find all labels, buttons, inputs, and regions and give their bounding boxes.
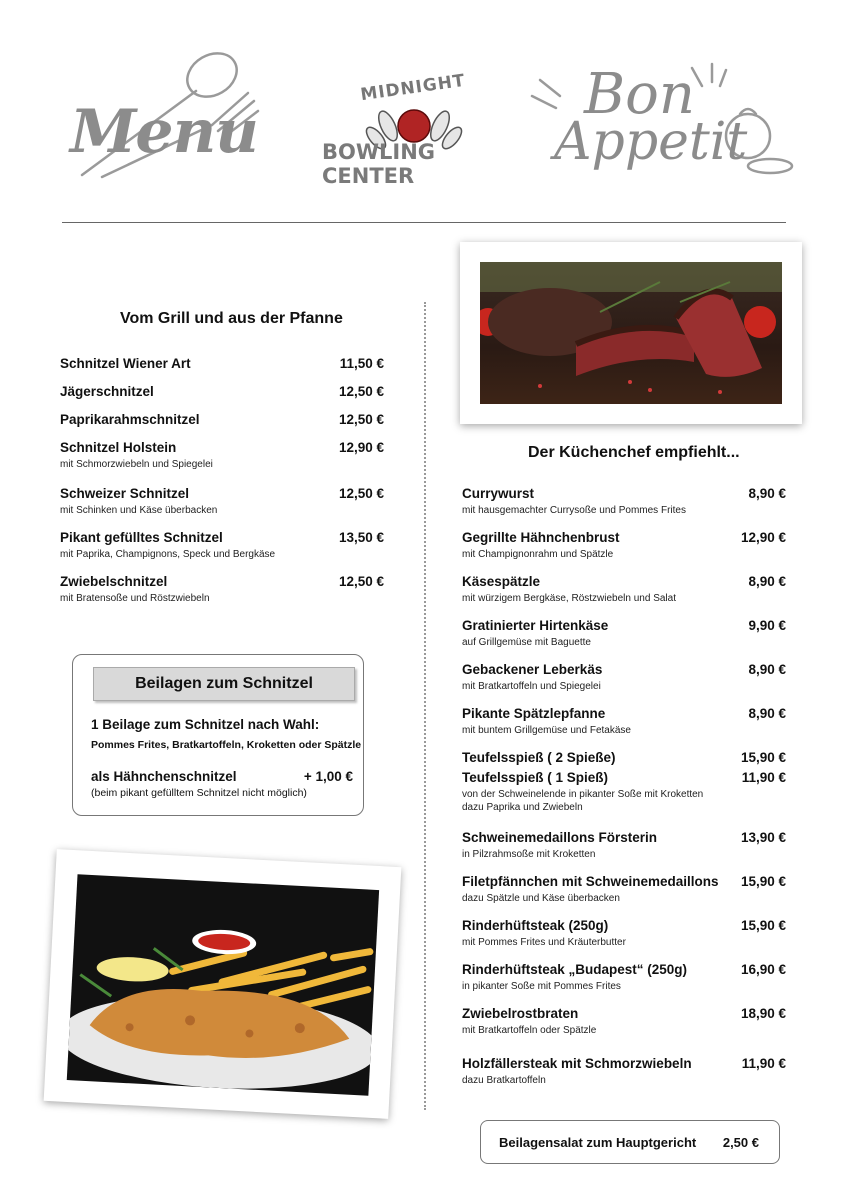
side-salad-box [480, 1120, 780, 1164]
item-description: mit würzigem Bergkäse, Röstzwiebeln und Salat [462, 593, 676, 604]
item-name: Paprikarahmschnitzel [60, 412, 200, 427]
right-menu-item [462, 486, 786, 517]
item-price: 8,90 € [748, 706, 786, 721]
right-menu-item [462, 662, 786, 693]
item-price: 12,50 € [338, 486, 384, 501]
right-menu-item [462, 1056, 786, 1087]
right-menu-item [462, 962, 786, 993]
item-name: Pikant gefülltes Schnitzel [60, 530, 223, 545]
bowling-center-logo [318, 70, 508, 188]
right-menu-item [462, 918, 786, 949]
item-name: Gratinierter Hirtenkäse [462, 618, 609, 633]
item-description: mit Champignonrahm und Spätzle [462, 549, 614, 560]
header-divider [62, 222, 786, 223]
item-description: dazu Spätzle und Käse überbacken [462, 893, 620, 904]
left-menu-item [60, 530, 384, 561]
item-description: mit hausgemachter Currysoße und Pommes Frites [462, 505, 686, 516]
item-price: 8,90 € [748, 574, 786, 589]
item-name: Jägerschnitzel [60, 384, 154, 399]
item-price: 13,50 € [338, 530, 384, 545]
item-name: Teufelsspieß ( 2 Spieße) [462, 750, 616, 765]
right-menu-item [462, 770, 786, 814]
beilagen-line2: Pommes Frites, Bratkartoffeln, Kroketten oder Spätzle [91, 739, 362, 751]
beilagen-line3-price: + 1,00 € [303, 769, 353, 784]
item-price: 18,90 € [740, 1006, 786, 1021]
right-menu-item [462, 830, 786, 861]
item-price: 15,90 € [740, 874, 786, 889]
column-divider [424, 302, 426, 1110]
item-description: in pikanter Soße mit Pommes Frites [462, 981, 621, 992]
right-menu-item [462, 530, 786, 561]
steak-photo [460, 242, 802, 424]
item-name: Gegrillte Hähnchenbrust [462, 530, 620, 545]
beilagen-box [72, 654, 364, 816]
item-name: Teufelsspieß ( 1 Spieß) [462, 770, 609, 785]
item-description: auf Grillgemüse mit Baguette [462, 637, 591, 648]
menu-title-graphic [62, 45, 262, 185]
item-description: mit Paprika, Champignons, Speck und Bergkäse [60, 549, 276, 560]
left-menu-item [60, 486, 384, 517]
item-price: 11,90 € [741, 1056, 786, 1071]
right-menu-item [462, 706, 786, 737]
item-price: 13,90 € [740, 830, 786, 845]
item-price: 9,90 € [748, 618, 786, 633]
steak-image [480, 262, 782, 404]
bon-word: Bon [584, 62, 695, 127]
item-description: mit Bratkartoffeln oder Spätzle [462, 1025, 597, 1036]
logo-top-text: MIDNIGHT [359, 70, 467, 106]
bon-appetit-graphic [526, 58, 796, 188]
beilagen-line3: als Hähnchenschnitzel [91, 769, 237, 784]
item-price: 12,90 € [740, 530, 786, 545]
item-price: 8,90 € [748, 662, 786, 677]
item-name: Schnitzel Holstein [60, 440, 177, 455]
right-section-title: Der Küchenchef empfiehlt... [528, 444, 740, 461]
beilagen-title: Beilagen zum Schnitzel [93, 667, 355, 701]
item-description: von der Schweinelende in pikanter Soße mit Kroketten [462, 789, 704, 800]
item-name: Zwiebelschnitzel [60, 574, 168, 589]
left-menu-item [60, 356, 384, 371]
item-description-2: dazu Paprika und Zwiebeln [462, 802, 583, 813]
item-description: mit Bratensoße und Röstzwiebeln [60, 593, 210, 604]
appetit-word: Appetit [554, 112, 748, 172]
item-name: Gebackener Leberkäs [462, 662, 603, 677]
left-section-title: Vom Grill und aus der Pfanne [120, 310, 343, 327]
left-menu-item [60, 412, 384, 427]
item-price: 15,90 € [740, 750, 786, 765]
left-menu-item [60, 440, 384, 471]
right-menu-item [462, 874, 786, 905]
item-price: 12,90 € [338, 440, 384, 455]
item-description: mit buntem Grillgemüse und Fetakäse [462, 725, 631, 736]
item-description: mit Pommes Frites und Kräuterbutter [462, 937, 626, 948]
side-salad-label: Beilagensalat zum Hauptgericht [499, 1135, 697, 1150]
item-description: mit Bratkartoffeln und Spiegelei [462, 681, 601, 692]
item-price: 12,50 € [338, 384, 384, 399]
schnitzel-photo [44, 849, 402, 1119]
item-name: Käsespätzle [462, 574, 541, 589]
left-menu-item [60, 384, 384, 399]
item-price: 15,90 € [740, 918, 786, 933]
item-name: Zwiebelrostbraten [462, 1006, 579, 1021]
beilagen-line4: (beim pikant gefülltem Schnitzel nicht möglich) [91, 787, 307, 799]
right-menu-item [462, 574, 786, 605]
item-price: 11,90 € [741, 770, 786, 785]
right-menu-item [462, 750, 786, 765]
beilagen-line1: 1 Beilage zum Schnitzel nach Wahl: [91, 717, 320, 732]
item-description: dazu Bratkartoffeln [462, 1075, 546, 1086]
item-price: 16,90 € [740, 962, 786, 977]
right-menu-item [462, 1006, 786, 1037]
item-name: Rinderhüftsteak (250g) [462, 918, 609, 933]
item-name: Holzfällersteak mit Schmorzwiebeln [462, 1056, 692, 1071]
left-menu-item [60, 574, 384, 605]
item-description: in Pilzrahmsoße mit Kroketten [462, 849, 596, 860]
side-salad-price: 2,50 € [722, 1135, 759, 1150]
item-price: 12,50 € [338, 412, 384, 427]
schnitzel-image [67, 874, 379, 1096]
logo-bottom-text: BOWLING CENTER [322, 140, 436, 188]
item-name: Filetpfännchen mit Schweinemedaillons [462, 874, 719, 889]
item-name: Pikante Spätzlepfanne [462, 706, 606, 721]
item-name: Currywurst [462, 486, 535, 501]
menu-word: Menu [70, 97, 258, 167]
item-description: mit Schmorzwiebeln und Spiegelei [60, 459, 213, 470]
item-description: mit Schinken und Käse überbacken [60, 505, 218, 516]
right-menu-item [462, 618, 786, 649]
item-price: 11,50 € [339, 356, 384, 371]
item-name: Schweinemedaillons Försterin [462, 830, 658, 845]
item-name: Rinderhüftsteak „Budapest“ (250g) [462, 962, 688, 977]
item-price: 12,50 € [338, 574, 384, 589]
item-name: Schweizer Schnitzel [60, 486, 190, 501]
item-name: Schnitzel Wiener Art [60, 356, 191, 371]
item-price: 8,90 € [748, 486, 786, 501]
